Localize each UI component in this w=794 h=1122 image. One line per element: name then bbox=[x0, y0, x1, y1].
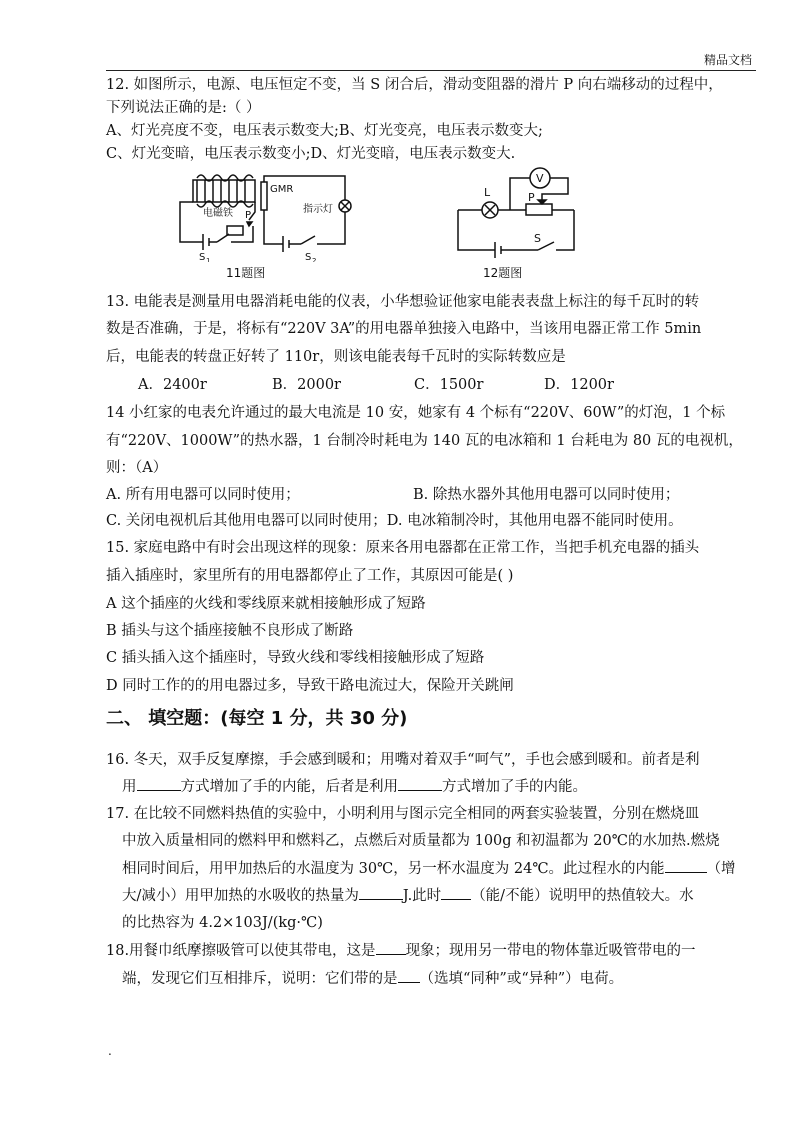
q13-option-b: B．2000r bbox=[272, 377, 341, 393]
q17-line-5: 的比热容为 4.2×103J/(kg·℃) bbox=[122, 915, 323, 931]
fig12-v-label: V bbox=[536, 172, 544, 185]
q13-option-a: A．2400r bbox=[138, 377, 207, 393]
q18-text-2b: （选填“同种”或“异种”）电荷。 bbox=[419, 971, 624, 987]
q18-text-1a: 18.用餐巾纸摩擦吸管可以使其带电，这是 bbox=[106, 943, 376, 959]
fig11-p-label: P bbox=[245, 210, 252, 221]
q13-option-c: C．1500r bbox=[414, 377, 484, 393]
q12-line-4: C、灯光变暗，电压表示数变小;D、灯光变暗，电压表示数变大. bbox=[106, 146, 516, 162]
fig11-s2-label: S bbox=[305, 252, 312, 262]
q16-line-2 bbox=[122, 776, 587, 798]
q12-line-1: 12. 如图所示，电源、电压恒定不变，当 S 闭合后，滑动变阻器的滑片 P 向右端移动的过程中， bbox=[106, 77, 723, 93]
q12-line-2: 下列说法正确的是:（ ） bbox=[106, 100, 261, 116]
q13-line-3: 后，电能表的转盘正好转了 110r，则该电能表每千瓦时的实际转数应是 bbox=[106, 349, 566, 365]
q17-text-4b: J.此时 bbox=[402, 888, 442, 904]
q16-line-1: 16. 冬天，双手反复摩擦，手会感到暖和；用嘴对着双手“呵气”，手也会感到暖和。前者是利 bbox=[106, 752, 700, 768]
q18-blank-1[interactable] bbox=[376, 940, 406, 955]
q14-line-1: 14 小红家的电表允许通过的最大电流是 10 安，她家有 4 个标有“220V、60W”的灯泡，1 个标 bbox=[106, 405, 726, 421]
q16-text-a: 用 bbox=[122, 779, 137, 795]
q17-line-3 bbox=[122, 858, 736, 880]
fig12-p-label: P bbox=[528, 191, 535, 204]
figure-11-circuit bbox=[165, 172, 355, 262]
figure-12-caption: 12题图 bbox=[483, 266, 523, 280]
fig11-s1-sub: 1 bbox=[206, 257, 211, 262]
q17-text-3b: （增 bbox=[706, 861, 736, 877]
q13-line-2: 数是否准确，于是，将标有“220V 3A”的用电器单独接入电路中，当该用电器正常工作 5min bbox=[106, 321, 702, 337]
fig11-s2-sub: 2 bbox=[312, 257, 317, 262]
q14-line-2: 有“220V、1000W”的热水器，1 台制冷时耗电为 140 瓦的电冰箱和 1 台耗电为 80 瓦的电视机， bbox=[106, 433, 743, 449]
q18-line-1 bbox=[106, 940, 696, 962]
figure-11-caption: 11题图 bbox=[226, 266, 266, 280]
q17-text-4a: 大/减小）用甲加热的水吸收的热量为 bbox=[122, 888, 359, 904]
fig11-gmr-label: GMR bbox=[270, 184, 294, 195]
q18-text-2a: 端，发现它们互相排斥，说明：它们带的是 bbox=[122, 971, 398, 987]
header-label: 精品文档 bbox=[703, 53, 752, 67]
q17-line-1: 17. 在比较不同燃料热值的实验中，小明利用与图示完全相同的两套实验装置，分别在燃烧皿 bbox=[106, 806, 700, 822]
fig11-lamp-label: 指示灯 bbox=[303, 204, 333, 215]
q17-blank-1[interactable] bbox=[665, 858, 707, 873]
q16-blank-2[interactable] bbox=[398, 776, 442, 791]
q14-options-cd: C. 关闭电视机后其他用电器可以同时使用；D. 电冰箱制冷时，其他用电器不能同时使用。 bbox=[106, 513, 683, 529]
q15-option-b: B 插头与这个插座接触不良形成了断路 bbox=[106, 623, 354, 639]
figure-12-circuit bbox=[450, 164, 585, 264]
q18-line-2 bbox=[122, 968, 623, 990]
q18-blank-2[interactable] bbox=[398, 968, 420, 983]
q13-line-1: 13. 电能表是测量用电器消耗电能的仪表，小华想验证他家电能表表盘上标注的每千瓦时的转 bbox=[106, 294, 700, 310]
q15-option-c: C 插头插入这个插座时，导致火线和零线相接触形成了短路 bbox=[106, 650, 485, 666]
q16-text-c: 方式增加了手的内能。 bbox=[442, 779, 587, 795]
q17-blank-3[interactable] bbox=[441, 885, 471, 900]
q14-option-b: B. 除热水器外其他用电器可以同时使用； bbox=[413, 487, 680, 503]
q15-option-a: A 这个插座的火线和零线原来就相接触形成了短路 bbox=[106, 596, 426, 612]
q17-text-3a: 相同时间后，用甲加热后的水温度为 30℃，另一杯水温度为 24℃。此过程水的内能 bbox=[122, 861, 665, 877]
footer-mark: . bbox=[108, 1044, 112, 1058]
section-2-title: 二、 填空题：(每空 1 分，共 30 分) bbox=[106, 708, 408, 729]
q15-option-d: D 同时工作的的用电器过多，导致干路电流过大，保险开关跳闸 bbox=[106, 678, 514, 694]
fig12-l-label: L bbox=[484, 186, 491, 199]
page-header bbox=[106, 50, 756, 71]
q17-line-4 bbox=[122, 885, 694, 907]
q16-text-b: 方式增加了手的内能，后者是利用 bbox=[180, 779, 398, 795]
q18-text-1b: 现象；现用另一带电的物体靠近吸管带电的一 bbox=[405, 943, 696, 959]
q13-option-d: D．1200r bbox=[544, 377, 614, 393]
fig12-s-label: S bbox=[534, 232, 541, 245]
q17-text-4c: （能/不能）说明甲的热值较大。水 bbox=[471, 888, 694, 904]
q15-line-2: 插入插座时，家里所有的用电器都停止了工作，其原因可能是( ) bbox=[106, 568, 514, 584]
q14-option-a: A. 所有用电器可以同时使用； bbox=[106, 487, 300, 503]
q15-line-1: 15. 家庭电路中有时会出现这样的现象：原来各用电器都在正常工作，当把手机充电器的插头 bbox=[106, 540, 700, 556]
q17-blank-2[interactable] bbox=[359, 885, 403, 900]
q17-line-2: 中放入质量相同的燃料甲和燃料乙，点燃后对质量都为 100g 和初温都为 20℃的水加热.燃烧 bbox=[122, 833, 720, 849]
q12-line-3: A、灯光亮度不变，电压表示数变大;B、灯光变亮，电压表示数变大; bbox=[106, 123, 543, 139]
q16-blank-1[interactable] bbox=[137, 776, 181, 791]
q14-line-3: 则：（A） bbox=[106, 460, 168, 476]
fig11-s1-label: S bbox=[199, 252, 206, 262]
fig11-magnet-label: 电磁铁 bbox=[203, 208, 233, 219]
